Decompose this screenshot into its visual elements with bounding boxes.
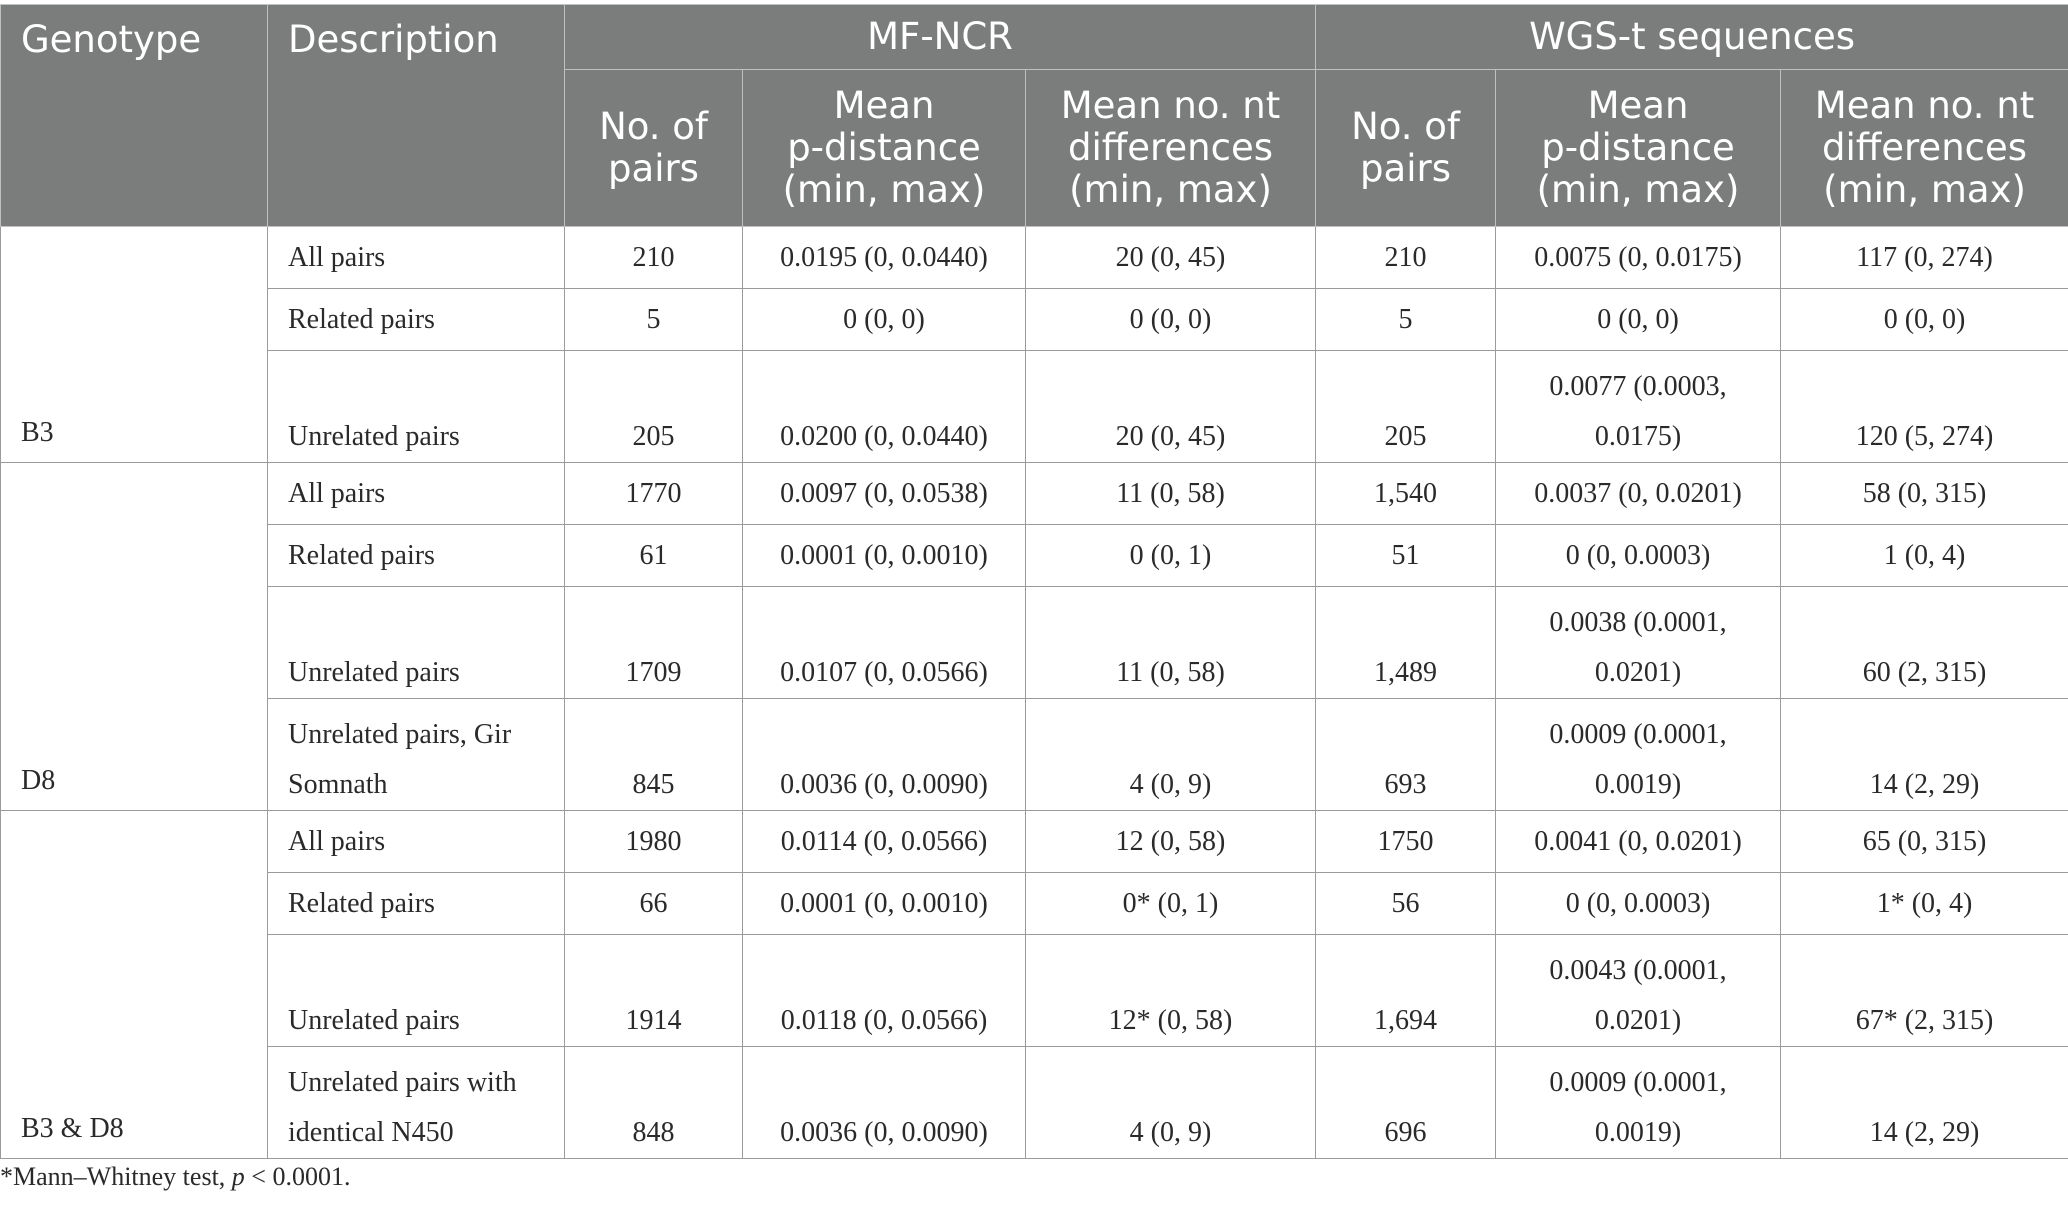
value-cell: 66 — [565, 873, 743, 935]
value-cell: 0.0001 (0, 0.0010) — [743, 525, 1026, 587]
value-cell: 0.0009 (0.0001, 0.0019) — [1496, 699, 1781, 811]
value-cell: 0 (0, 0) — [1781, 289, 2068, 351]
table-row — [1, 463, 2068, 525]
column-header: Mean no. nt differences (min, max) — [1781, 70, 2068, 227]
value-cell: 1* (0, 4) — [1781, 873, 2068, 935]
description-cell: All pairs — [268, 463, 565, 525]
value-cell: 0* (0, 1) — [1026, 873, 1316, 935]
value-cell: 14 (2, 29) — [1781, 699, 2068, 811]
value-cell: 0.0107 (0, 0.0566) — [743, 587, 1026, 699]
value-cell: 1750 — [1316, 811, 1496, 873]
value-cell: 210 — [1316, 227, 1496, 289]
value-cell: 67* (2, 315) — [1781, 935, 2068, 1047]
table-row — [1, 525, 2068, 587]
description-cell: Related pairs — [268, 289, 565, 351]
value-cell: 0.0200 (0, 0.0440) — [743, 351, 1026, 463]
wgs-t-group-header: WGS-t sequences — [1316, 5, 2068, 70]
description-cell: Related pairs — [268, 525, 565, 587]
column-header: Mean p-distance (min, max) — [743, 70, 1026, 227]
genotype-header: Genotype — [1, 5, 268, 227]
table-row — [1, 587, 2068, 699]
value-cell: 65 (0, 315) — [1781, 811, 2068, 873]
value-cell: 0.0036 (0, 0.0090) — [743, 1047, 1026, 1159]
value-cell: 1914 — [565, 935, 743, 1047]
value-cell: 0.0077 (0.0003, 0.0175) — [1496, 351, 1781, 463]
value-cell: 0.0038 (0.0001, 0.0201) — [1496, 587, 1781, 699]
value-cell: 0 (0, 0) — [1496, 289, 1781, 351]
value-cell: 0 (0, 0) — [743, 289, 1026, 351]
table-row — [1, 351, 2068, 463]
description-header: Description — [268, 5, 565, 227]
value-cell: 12 (0, 58) — [1026, 811, 1316, 873]
value-cell: 4 (0, 9) — [1026, 699, 1316, 811]
value-cell: 0.0043 (0.0001, 0.0201) — [1496, 935, 1781, 1047]
value-cell: 1 (0, 4) — [1781, 525, 2068, 587]
value-cell: 5 — [565, 289, 743, 351]
table-row — [1, 935, 2068, 1047]
value-cell: 848 — [565, 1047, 743, 1159]
value-cell: 61 — [565, 525, 743, 587]
value-cell: 0.0075 (0, 0.0175) — [1496, 227, 1781, 289]
table-row — [1, 1047, 2068, 1159]
value-cell: 1,540 — [1316, 463, 1496, 525]
value-cell: 210 — [565, 227, 743, 289]
value-cell: 0.0097 (0, 0.0538) — [743, 463, 1026, 525]
value-cell: 1980 — [565, 811, 743, 873]
value-cell: 14 (2, 29) — [1781, 1047, 2068, 1159]
value-cell: 0.0036 (0, 0.0090) — [743, 699, 1026, 811]
footnote-prefix: *Mann–Whitney test, — [0, 1162, 232, 1191]
column-header: Mean no. nt differences (min, max) — [1026, 70, 1316, 227]
value-cell: 0.0037 (0, 0.0201) — [1496, 463, 1781, 525]
value-cell: 1,489 — [1316, 587, 1496, 699]
footnote-p: p — [231, 1162, 245, 1191]
table-row — [1, 289, 2068, 351]
genotype-cell: B3 — [1, 227, 268, 463]
footnote-suffix: < 0.0001. — [244, 1162, 351, 1191]
value-cell: 0.0114 (0, 0.0566) — [743, 811, 1026, 873]
value-cell: 0 (0, 0.0003) — [1496, 873, 1781, 935]
description-cell: Unrelated pairs with identical N450 — [268, 1047, 565, 1159]
value-cell: 0.0009 (0.0001, 0.0019) — [1496, 1047, 1781, 1159]
description-cell: All pairs — [268, 227, 565, 289]
value-cell: 60 (2, 315) — [1781, 587, 2068, 699]
value-cell: 11 (0, 58) — [1026, 463, 1316, 525]
value-cell: 1709 — [565, 587, 743, 699]
table-row — [1, 811, 2068, 873]
value-cell: 0.0195 (0, 0.0440) — [743, 227, 1026, 289]
column-header: Mean p-distance (min, max) — [1496, 70, 1781, 227]
description-cell: Unrelated pairs — [268, 587, 565, 699]
value-cell: 20 (0, 45) — [1026, 351, 1316, 463]
description-cell: Unrelated pairs, Gir Somnath — [268, 699, 565, 811]
description-cell: Unrelated pairs — [268, 935, 565, 1047]
column-header: No. of pairs — [565, 70, 743, 227]
value-cell: 11 (0, 58) — [1026, 587, 1316, 699]
value-cell: 0 (0, 0) — [1026, 289, 1316, 351]
value-cell: 5 — [1316, 289, 1496, 351]
value-cell: 0.0041 (0, 0.0201) — [1496, 811, 1781, 873]
genotype-cell: D8 — [1, 463, 268, 811]
value-cell: 120 (5, 274) — [1781, 351, 2068, 463]
description-cell: Unrelated pairs — [268, 351, 565, 463]
value-cell: 1770 — [565, 463, 743, 525]
value-cell: 845 — [565, 699, 743, 811]
value-cell: 205 — [1316, 351, 1496, 463]
mf-ncr-group-header: MF-NCR — [565, 5, 1316, 70]
table-body — [1, 227, 2068, 1159]
value-cell: 117 (0, 274) — [1781, 227, 2068, 289]
genotype-cell: B3 & D8 — [1, 811, 268, 1159]
value-cell: 58 (0, 315) — [1781, 463, 2068, 525]
results-table — [0, 4, 2068, 1159]
table-row — [1, 227, 2068, 289]
description-cell: Related pairs — [268, 873, 565, 935]
table-row — [1, 699, 2068, 811]
footnote — [0, 1162, 350, 1192]
value-cell: 12* (0, 58) — [1026, 935, 1316, 1047]
value-cell: 0 (0, 1) — [1026, 525, 1316, 587]
description-cell: All pairs — [268, 811, 565, 873]
table-row — [1, 873, 2068, 935]
value-cell: 20 (0, 45) — [1026, 227, 1316, 289]
value-cell: 51 — [1316, 525, 1496, 587]
value-cell: 56 — [1316, 873, 1496, 935]
value-cell: 693 — [1316, 699, 1496, 811]
value-cell: 4 (0, 9) — [1026, 1047, 1316, 1159]
value-cell: 0.0001 (0, 0.0010) — [743, 873, 1026, 935]
value-cell: 1,694 — [1316, 935, 1496, 1047]
value-cell: 0 (0, 0.0003) — [1496, 525, 1781, 587]
value-cell: 0.0118 (0, 0.0566) — [743, 935, 1026, 1047]
value-cell: 205 — [565, 351, 743, 463]
column-header: No. of pairs — [1316, 70, 1496, 227]
value-cell: 696 — [1316, 1047, 1496, 1159]
